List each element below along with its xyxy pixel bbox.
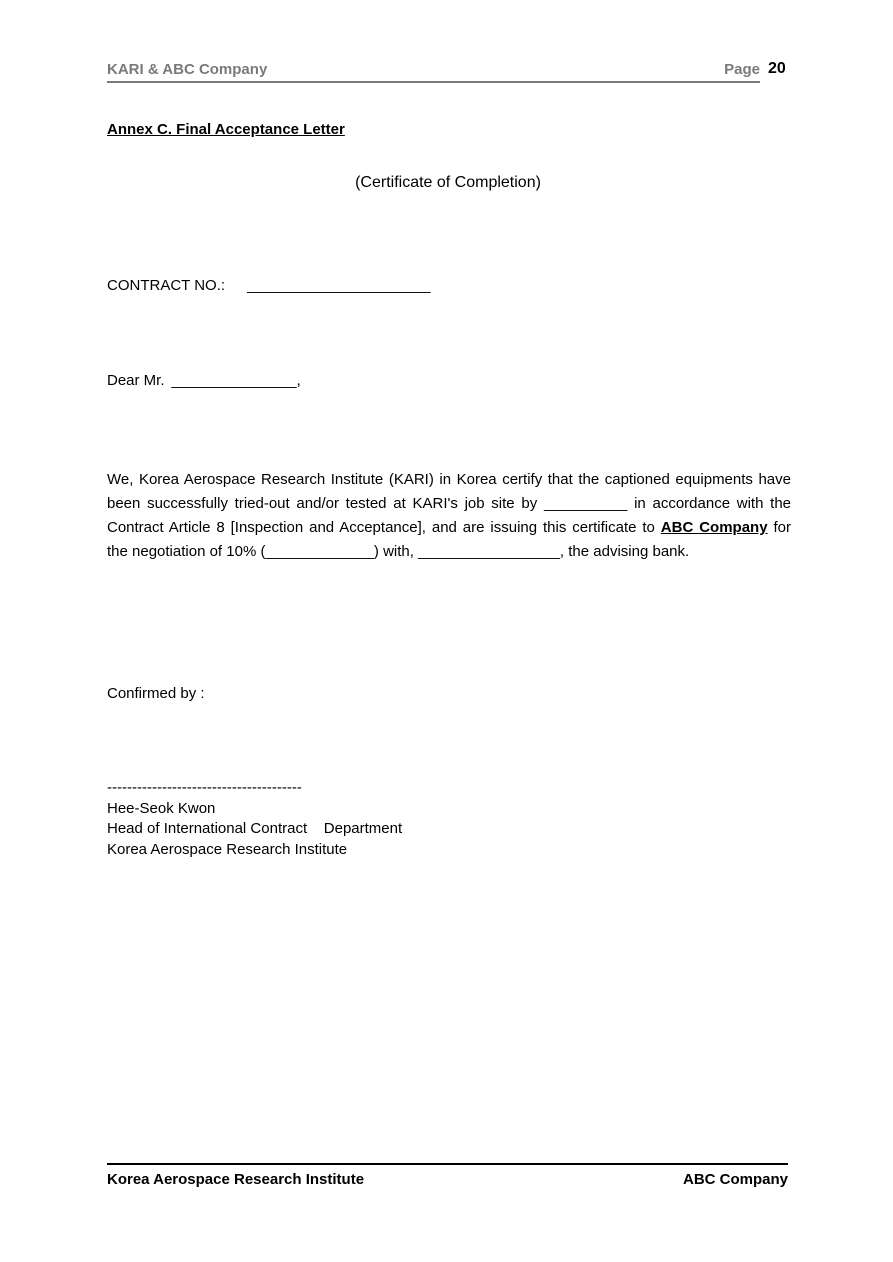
contract-number-blank: ______________________: [247, 277, 431, 294]
contract-number-label: CONTRACT NO.:: [107, 277, 226, 294]
page-number: 20: [768, 60, 786, 77]
abc-company-emphasis: ABC Company: [660, 519, 768, 536]
body-paragraph: [107, 468, 791, 564]
signatory-name: Hee-Seok Kwon: [107, 799, 216, 817]
page-header: [107, 61, 760, 83]
bank-name-blank: _________________: [418, 543, 560, 560]
confirmed-by-label: Confirmed by :: [107, 685, 205, 702]
salutation-suffix: ,: [296, 372, 301, 389]
paragraph-run: , the advising bank.: [559, 543, 690, 560]
salutation-line: [107, 372, 301, 389]
footer-left-organization: Korea Aerospace Research Institute: [107, 1171, 365, 1188]
footer-right-company: ABC Company: [682, 1171, 788, 1188]
signatory-title: Head of International Contract Department: [107, 820, 403, 837]
contract-number-line: [107, 277, 431, 294]
signature-block: [107, 778, 402, 860]
paragraph-run: ) with,: [373, 543, 419, 560]
percentage-blank: _____________: [265, 543, 374, 560]
signature-rule: ---------------------------------------: [107, 779, 302, 796]
annex-heading: Annex C. Final Acceptance Letter: [107, 121, 345, 138]
paragraph-run: We, Korea Aerospace Research Institute (KARI) in Korea certify that the captioned equipments have been successfully tried-out and/or tested at KARI's job site by: [107, 471, 791, 512]
signatory-organization: Korea Aerospace Research Institute: [107, 840, 348, 858]
tested-by-blank: __________: [543, 495, 628, 512]
paragraph-run: for the negotiation of 10% (: [107, 519, 791, 560]
paragraph-run: in accordance with the Contract Article 8 [Inspection and Acceptance], and are issuing this certificate to: [107, 495, 792, 536]
page-footer: [107, 1171, 788, 1188]
header-page-label: Page: [724, 61, 760, 78]
salutation-label: Dear Mr.: [107, 372, 165, 389]
header-company-title: KARI & ABC Company: [107, 61, 268, 78]
document-title: (Certificate of Completion): [355, 174, 541, 191]
salutation-blank: _______________: [171, 372, 297, 389]
footer-rule: [107, 1163, 788, 1165]
